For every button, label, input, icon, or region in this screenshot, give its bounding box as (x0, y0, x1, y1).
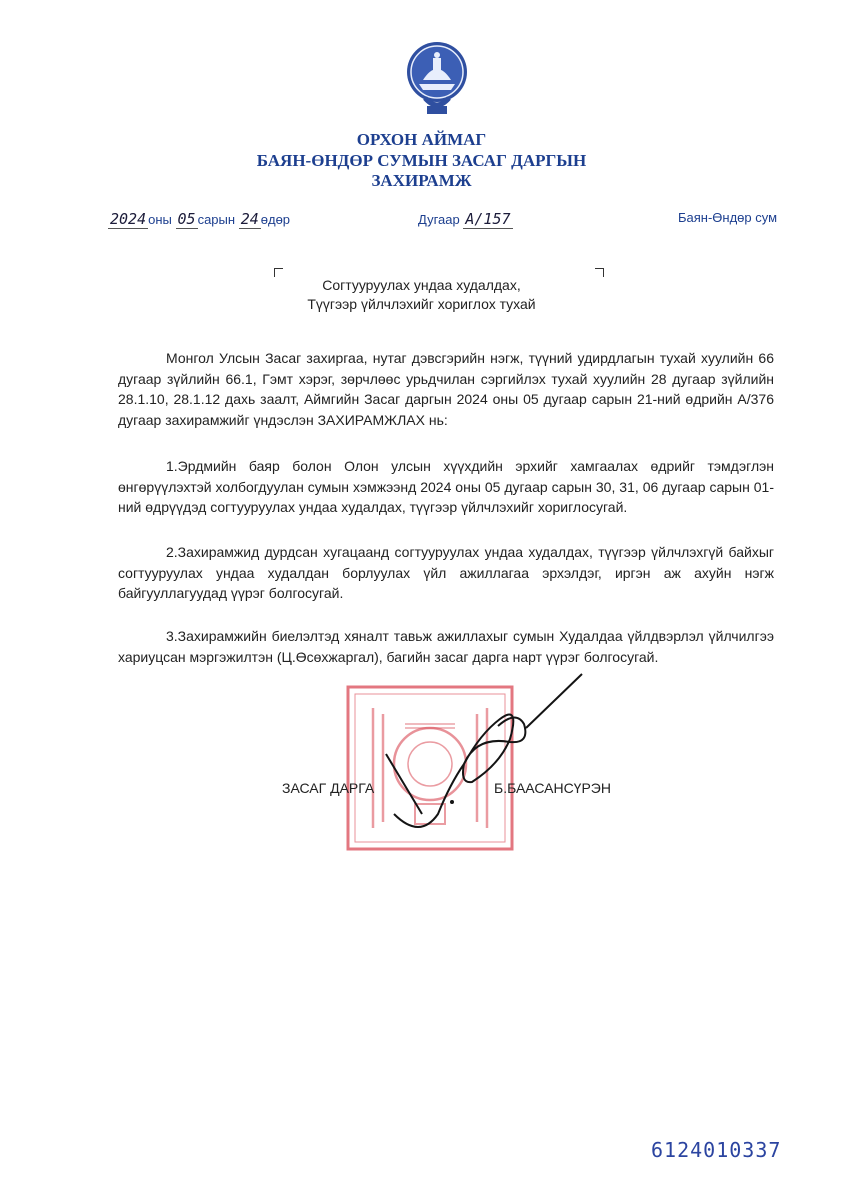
document-date (108, 210, 290, 228)
year-label: оны (148, 212, 172, 227)
document-number-field (418, 210, 513, 228)
order-number: А/157 (465, 210, 511, 228)
header-aimag: ОРХОН АЙМАГ (356, 130, 487, 149)
number-label: Дугаар (418, 212, 460, 227)
subject-line-2: Түүгээр үйлчлэхийг хориглох тухай (307, 296, 536, 312)
handwritten-signature-icon (360, 664, 610, 864)
intro-paragraph: Монгол Улсын Засаг захиргаа, нутаг дэвсгэрийн нэгж, түүний удирдлагын тухай хуулийн 66 дугаар зүйлийн 66.1, Гэмт хэрэг, зөрчлөөс урьдчилан сэргийлэх тухай хуулийн 28 дугаар зүйлийн 28.1.10, 28.1.12 дахь заалт, Аймгийн Засаг даргын 2024 оны 05 дугаар сарын 21-ний өдрийн А/376 дугаар захирамжийг үндэслэн ЗАХИРАМЖЛАХ нь: (118, 350, 774, 428)
clause-3: 3.Захирамжийн биелэлтэд хяналт тавьж ажиллахыг сумын Худалдаа үйлдвэрлэл үйлчилгээ хариуцсан мэргэжилтэн (Ц.Өсөхжаргал), багийн засаг дарга нарт үүрэг болгосугай. (118, 628, 774, 665)
day-label: өдөр (260, 212, 291, 227)
date-year: 2024 (110, 210, 147, 228)
header-soum-governor: БАЯН-ӨНДӨР СУМЫН ЗАСАГ ДАРГЫН (256, 151, 587, 170)
date-day: 24 (240, 210, 259, 228)
clause-1: 1.Эрдмийн баяр болон Олон улсын хүүхдийн эрхийг хамгаалах өдрийг тэмдэглэн өнгөрүүлэхтэй холбогдуулан сумын хэмжээнд 2024 оны 05 дугаар сарын 30, 31, 06 дугаар сарын 01-ний өдрүүдэд согтууруулах ундаа худалдах, түүгээр үйлчлэхийг хориглосугай. (118, 458, 774, 515)
month-label: сарын (197, 212, 236, 227)
subject-line-1: Согтууруулах ундаа худалдах, (322, 277, 521, 293)
signatory-name: Б.БААСАНСҮРЭН (494, 780, 611, 796)
clause-2: 2.Захирамжид дурдсан хугацаанд согтууруулах ундаа худалдах, түүгээр үйлчлэхгүй байхыг согтууруулах ундаа худалдан борлуулах үйл ажиллагаа эрхэлдэг, иргэн аж ахуйн нэгж байгууллагуудад үүрэг болгосугай. (118, 544, 774, 601)
date-month: 05 (177, 210, 196, 228)
document-place: Баян-Өндөр сум (678, 210, 778, 225)
document-serial-number: 6124010337 (651, 1138, 782, 1162)
state-emblem-icon (405, 40, 469, 118)
header-document-type: ЗАХИРАМЖ (371, 171, 472, 190)
signatory-role: ЗАСАГ ДАРГА (282, 780, 375, 796)
